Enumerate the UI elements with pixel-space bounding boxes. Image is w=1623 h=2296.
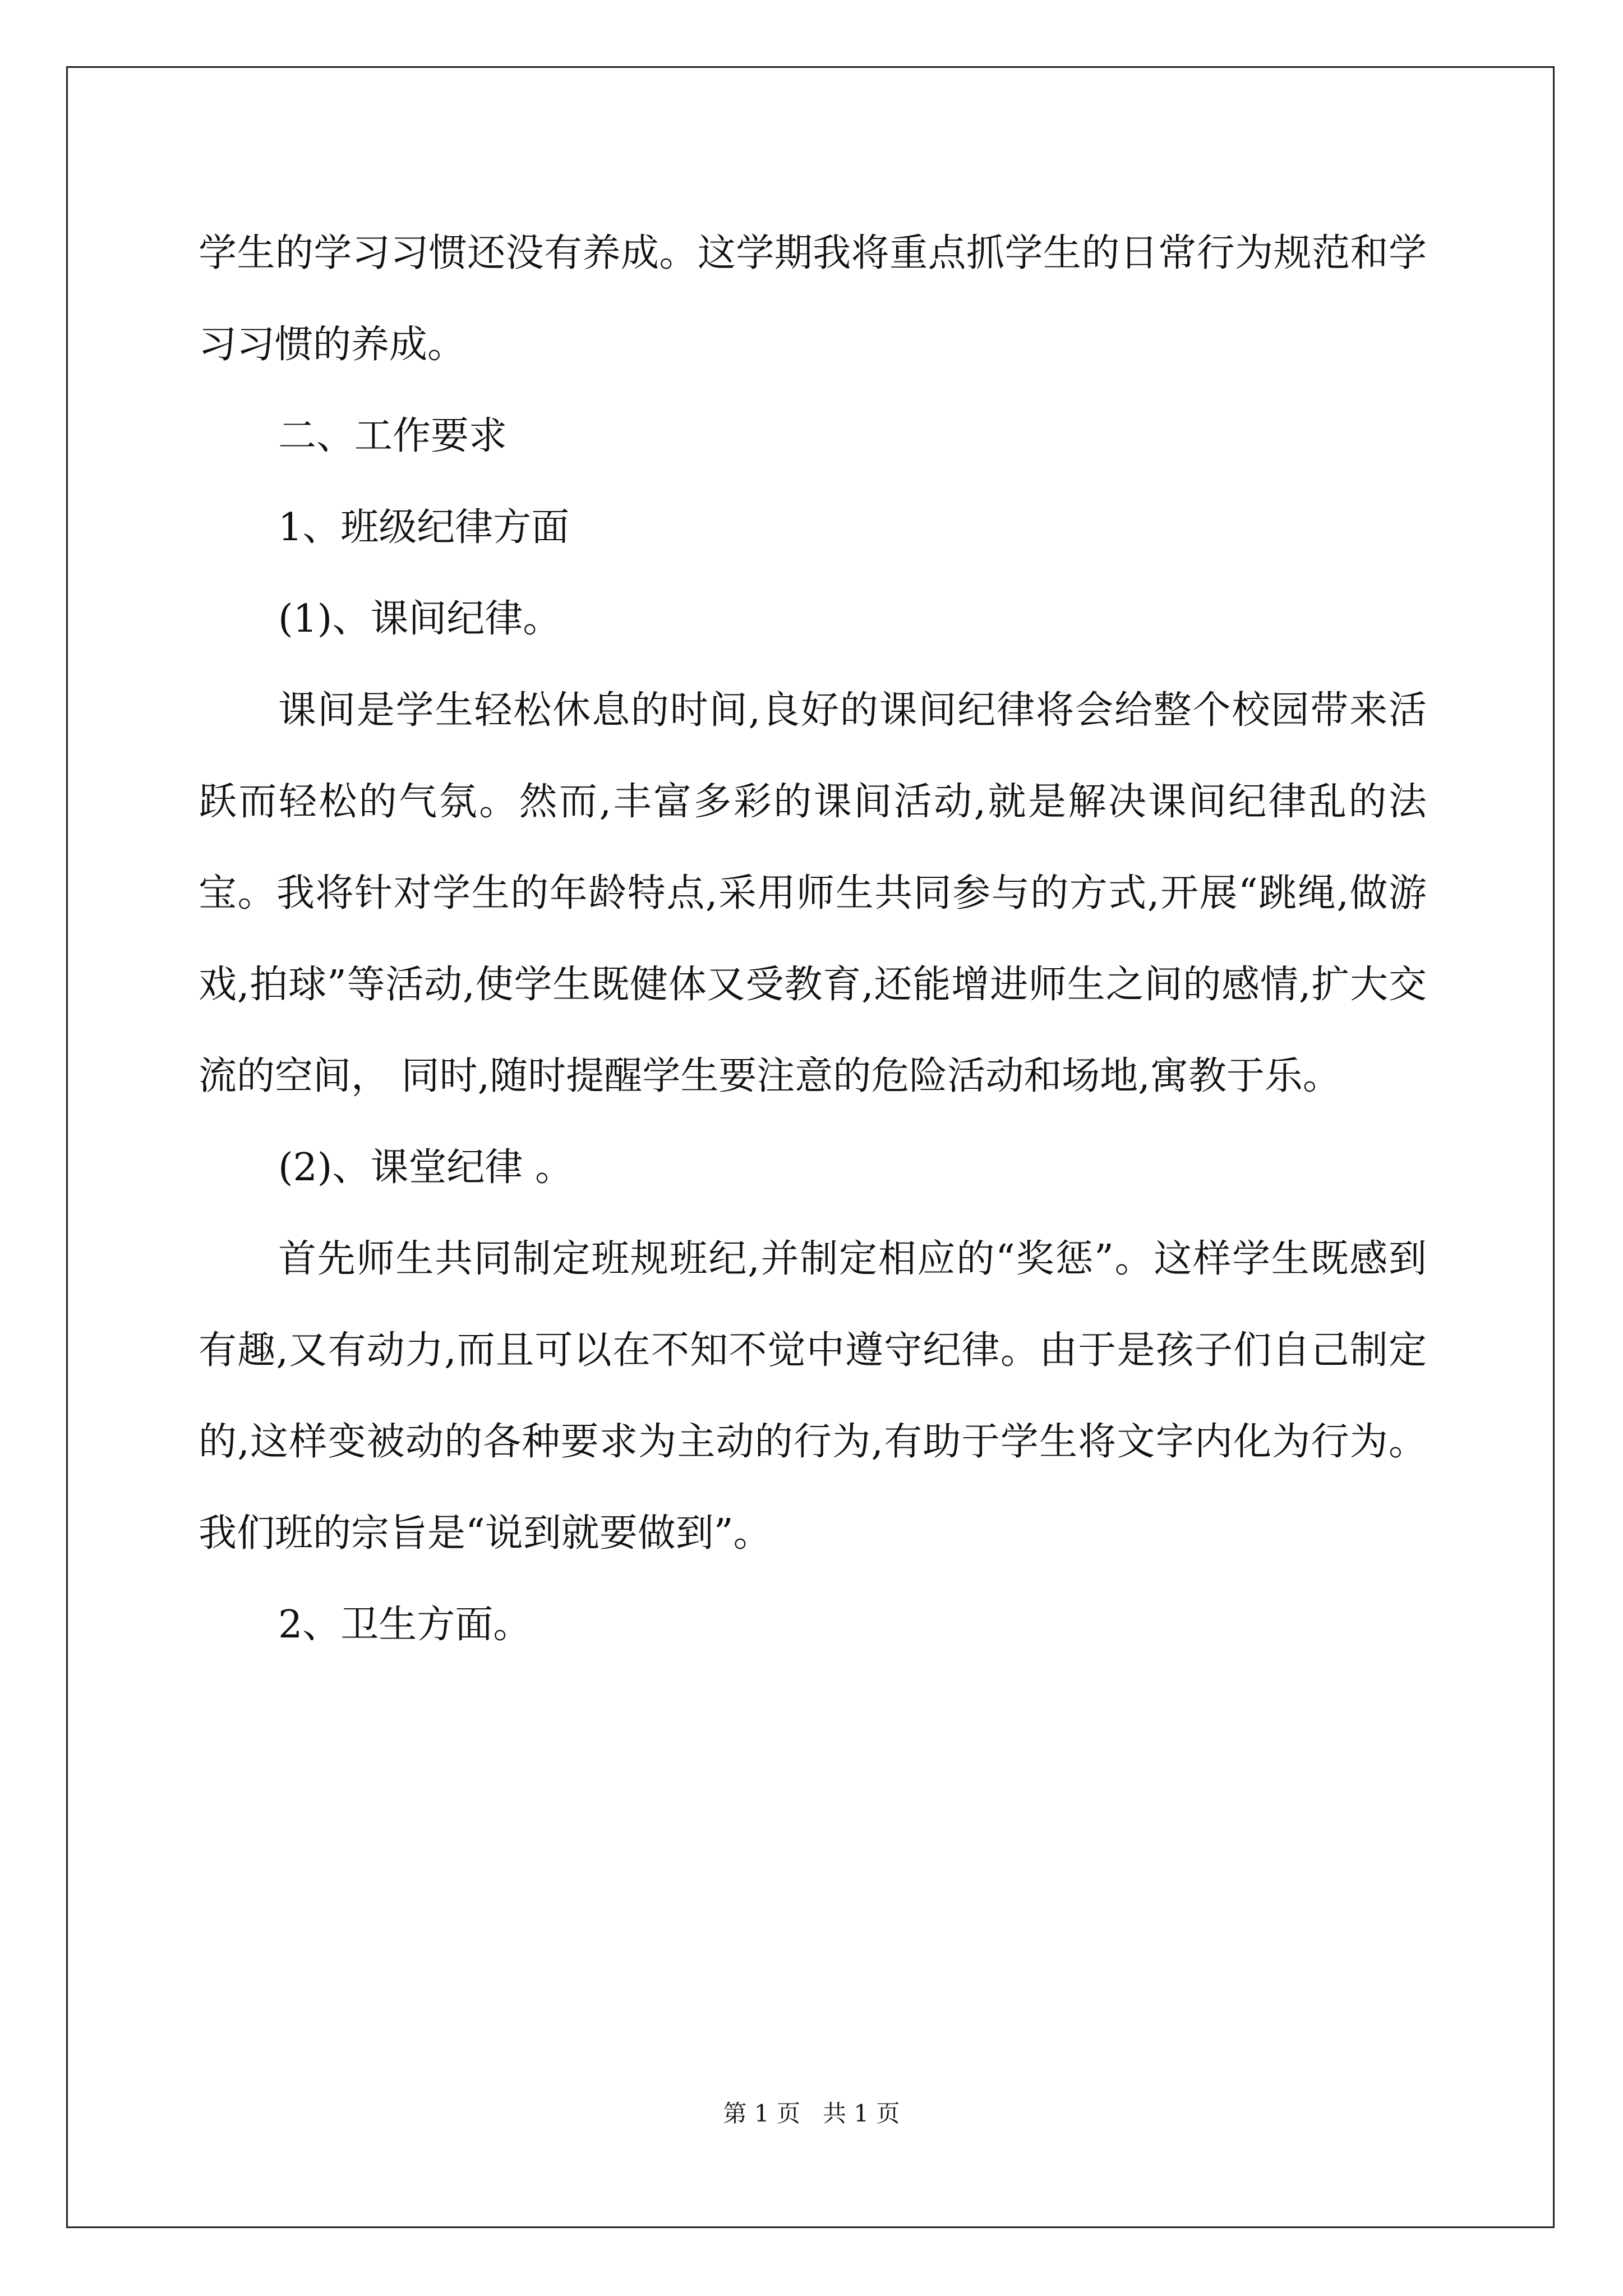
subheading-classroom-discipline: (2)、课堂纪律 。 bbox=[278, 1145, 573, 1190]
document-body bbox=[199, 208, 1427, 1671]
page-footer: 第 1 页 共 1 页 bbox=[723, 2100, 900, 2127]
subheading-class-discipline: 1、班级纪律方面 bbox=[278, 505, 570, 550]
paragraph-recess: 课间是学生轻松休息的时间,良好的课间纪律将会给整个校园带来活跃而轻松的气氛。然而,丰富多彩的课间活动,就是解决课间纪律乱的法宝。我将针对学生的年龄特点,采用师生共同参与的方式,开展“跳绳,做游戏,拍球”等活动,使学生既健体又受教育,还能增进师生之间的感情,扩大交流的空间， 同时,随时提醒学生要注意的危险活动和场地,寓教于乐。 bbox=[199, 688, 1427, 1098]
subheading-recess-discipline: (1)、课间纪律。 bbox=[278, 597, 561, 641]
section-heading-work-requirements: 二、工作要求 bbox=[278, 414, 508, 458]
subheading-hygiene: 2、卫生方面。 bbox=[278, 1603, 532, 1647]
paragraph-classroom: 首先师生共同制定班规班纪,并制定相应的“奖惩”。这样学生既感到有趣,又有动力,而且可以在不知不觉中遵守纪律。由于是孩子们自己制定的,这样变被动的各种要求为主动的行为,有助于学生将文字内化为行为。我们班的宗旨是“说到就要做到”。 bbox=[199, 1237, 1427, 1556]
paragraph-1: 学生的学习习惯还没有养成。这学期我将重点抓学生的日常行为规范和学习习惯的养成。 bbox=[199, 231, 1427, 367]
